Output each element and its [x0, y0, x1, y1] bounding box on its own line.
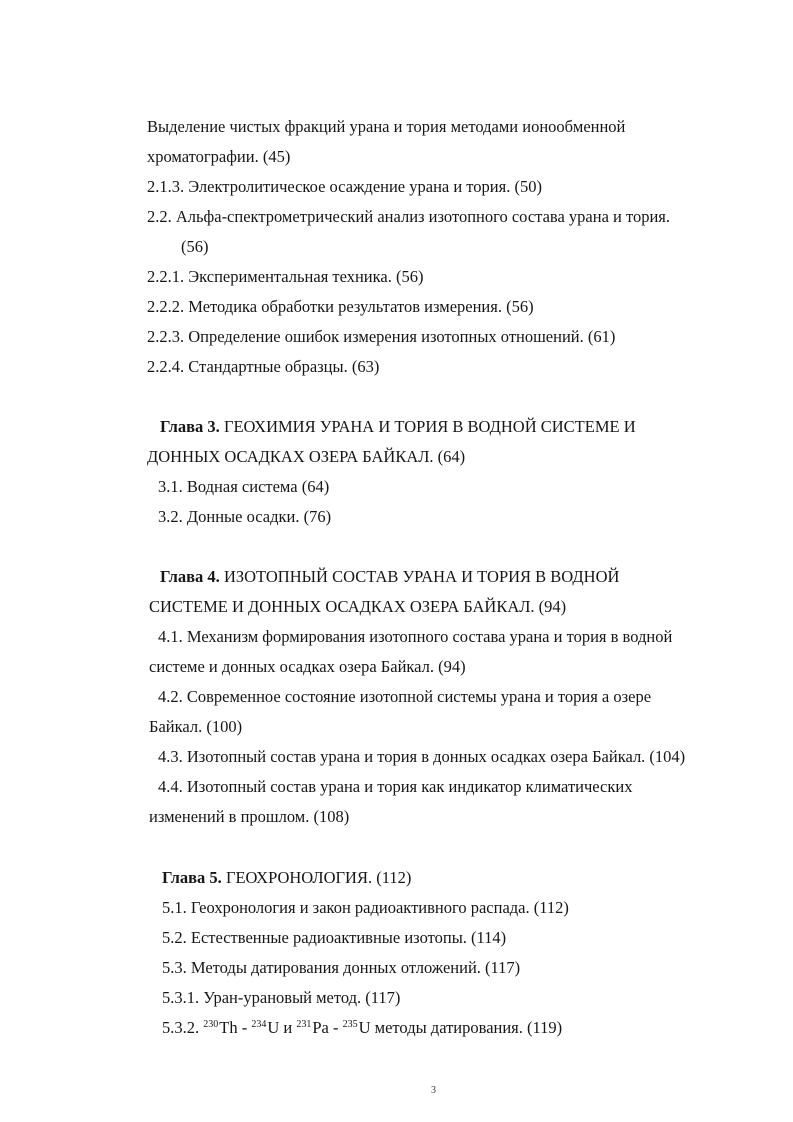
chapter-4-title: ИЗОТОПНЫЙ СОСТАВ УРАНА И ТОРИЯ В ВОДНОЙ [223, 567, 620, 586]
chapter-4-heading [160, 567, 619, 587]
toc-item: 4.1. Механизм формирования изотопного состава урана и тория в водной [158, 627, 673, 646]
item-text: методы датирования. (119) [374, 1018, 563, 1037]
toc-item: Байкал. (100) [149, 717, 243, 736]
chapter-5-label: Глава 5. [162, 868, 222, 887]
toc-line: Выделение чистых фракций урана и тория методами ионообменной [147, 117, 626, 136]
chapter-5-heading [162, 868, 411, 888]
chapter-3-title-cont: ДОННЫХ ОСАДКАХ ОЗЕРА БАЙКАЛ. (64) [147, 447, 466, 466]
u-symbol: U [358, 1018, 371, 1037]
page-number: 3 [431, 1085, 436, 1096]
chapter-3-label: Глава 3. [160, 417, 220, 436]
th-symbol: Th [219, 1018, 238, 1037]
toc-item: 5.1. Геохронология и закон радиоактивного распада. (112) [162, 898, 569, 917]
toc-item: 4.2. Современное состояние изотопной системы урана и тория а озере [158, 687, 652, 706]
pa-symbol: Pa [312, 1018, 329, 1037]
chapter-4-label: Глава 4. [160, 567, 220, 586]
conjunction: и [283, 1018, 293, 1037]
toc-item: 3.1. Водная система (64) [158, 477, 330, 496]
toc-item: системе и донных осадках озера Байкал. (94) [149, 657, 466, 676]
toc-item: 5.2. Естественные радиоактивные изотопы. (114) [162, 928, 507, 947]
toc-line: (56) [181, 237, 209, 256]
toc-line: 2.2. Альфа-спектрометрический анализ изотопного состава урана и тория. [147, 207, 671, 226]
dash: - [241, 1018, 248, 1037]
chapter-5-title: ГЕОХРОНОЛОГИЯ. (112) [225, 868, 412, 887]
dash: - [332, 1018, 339, 1037]
toc-line: 2.2.3. Определение ошибок измерения изотопных отношений. (61) [147, 327, 616, 346]
toc-line: 2.2.2. Методика обработки результатов измерения. (56) [147, 297, 534, 316]
u234-mass: 234 [251, 1019, 267, 1030]
chapter-3-heading [160, 417, 636, 437]
item-number: 5.3.2. [162, 1018, 200, 1037]
chapter-4-title-cont: СИСТЕМЕ И ДОННЫХ ОСАДКАХ ОЗЕРА БАЙКАЛ. (94) [149, 597, 567, 616]
toc-line: хроматографии. (45) [147, 147, 291, 166]
toc-item: 4.3. Изотопный состав урана и тория в донных осадках озера Байкал. (104) [158, 747, 686, 766]
toc-item-isotope-dating [162, 1018, 562, 1038]
toc-item: 4.4. Изотопный состав урана и тория как индикатор климатических [158, 777, 633, 796]
toc-line: 2.1.3. Электролитическое осаждение урана и тория. (50) [147, 177, 542, 196]
chapter-3-title: ГЕОХИМИЯ УРАНА И ТОРИЯ В ВОДНОЙ СИСТЕМЕ И [223, 417, 636, 436]
th230-mass: 230 [203, 1019, 219, 1030]
pa231-mass: 231 [296, 1019, 312, 1030]
u-symbol: U [267, 1018, 280, 1037]
toc-item: 5.3.1. Уран-урановый метод. (117) [162, 988, 401, 1007]
toc-item: 3.2. Донные осадки. (76) [158, 507, 332, 526]
toc-item: изменений в прошлом. (108) [149, 807, 350, 826]
toc-line: 2.2.1. Экспериментальная техника. (56) [147, 267, 424, 286]
toc-line: 2.2.4. Стандартные образцы. (63) [147, 357, 380, 376]
toc-item: 5.3. Методы датирования донных отложений. (117) [162, 958, 521, 977]
u235-mass: 235 [342, 1019, 358, 1030]
